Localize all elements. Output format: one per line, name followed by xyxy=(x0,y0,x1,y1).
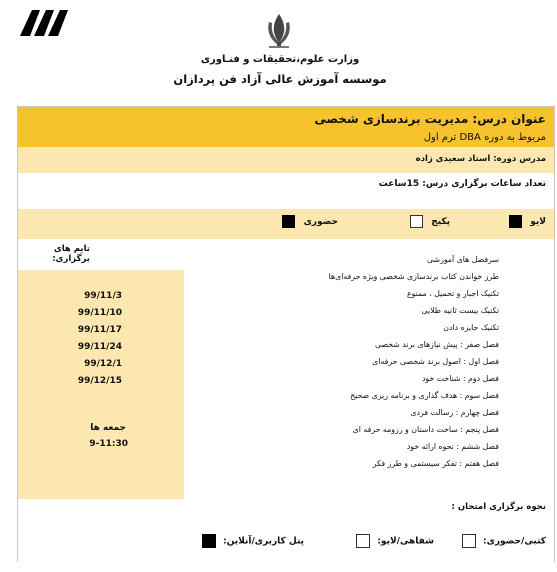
mode-live-label: لایو xyxy=(530,217,546,227)
course-subtitle: مربوط به دوره DBA ترم اول xyxy=(423,132,546,143)
delivery-mode-row xyxy=(18,209,554,239)
hours-label: تعداد ساعات برگزاری درس: 15ساعت xyxy=(378,179,546,189)
schedule-heading-cell xyxy=(18,239,184,270)
hours-row xyxy=(18,173,554,209)
exam-written[interactable] xyxy=(462,534,546,548)
mode-package[interactable] xyxy=(410,215,450,228)
syllabus-item: فصل پنجم : ساخت داستان و رزومه حرفه ای xyxy=(352,425,499,434)
instructor-label: مدرس دوره: استاد سعیدی زاده xyxy=(415,154,546,164)
session-date: 99/11/3 xyxy=(84,291,122,301)
syllabus-item: فصل چهارم : رسالت فردی xyxy=(410,408,499,417)
mode-live[interactable] xyxy=(509,215,546,228)
exam-written-label: کتبی/حضوری: xyxy=(483,536,546,547)
instructor-row xyxy=(18,147,554,173)
session-time: 9-11:30 xyxy=(89,439,128,449)
exam-oral-label: شفاهی/لایو: xyxy=(377,536,434,547)
mode-package-label: پکیج xyxy=(431,217,450,227)
syllabus-item: فصل اول : اصول برند شخصی حرفه‌ای xyxy=(372,357,499,366)
syllabus-item: سرفصل های آموزشی xyxy=(427,255,499,264)
session-date: 99/12/1 xyxy=(84,359,122,369)
course-title: عنوان درس: مدیریت برندسازی شخصی xyxy=(314,112,546,126)
syllabus-panel xyxy=(184,239,554,499)
institute-logo-icon xyxy=(18,6,70,38)
institute-name: موسسه آموزش عالی آزاد فن پردازان xyxy=(173,72,387,86)
syllabus-item: فصل سوم : هدف گذاری و برنامه ریزی صحیح xyxy=(350,391,499,400)
syllabus-item: طرز خواندن کتاب برندسازی شخصی ویژه حرفه‌ای‌ها xyxy=(328,272,499,281)
syllabus-item: فصل دوم : شناخت خود xyxy=(421,374,499,383)
mode-in-person[interactable] xyxy=(282,215,338,228)
schedule-column xyxy=(18,239,184,499)
session-date: 99/11/10 xyxy=(77,308,122,318)
exam-options-row xyxy=(18,520,554,562)
syllabus-item: تکنیک جایزه دادن xyxy=(443,323,499,332)
session-date: 99/11/24 xyxy=(77,342,122,352)
title-band xyxy=(18,107,554,147)
syllabus-item: تکنیک اجبار و تحمیل ، ممنوع xyxy=(407,289,499,298)
checkbox-checked-icon[interactable] xyxy=(202,534,216,548)
checkbox-empty-icon[interactable] xyxy=(462,534,476,548)
exam-heading-row xyxy=(18,499,554,520)
syllabus-item: فصل ششم : نحوه ارائه خود xyxy=(406,442,499,451)
session-date: 99/12/15 xyxy=(77,376,122,386)
iran-emblem-icon xyxy=(265,12,293,50)
checkbox-checked-icon[interactable] xyxy=(509,215,522,228)
mode-in-person-label: حضوری xyxy=(303,217,338,227)
syllabus-item: تکنیک بیست ثانیه طلایی xyxy=(421,306,499,315)
exam-label: نحوه برگزاری امتحان : xyxy=(451,502,546,512)
checkbox-checked-icon[interactable] xyxy=(282,215,295,228)
course-sheet xyxy=(17,106,555,562)
session-day: جمعه ها xyxy=(90,423,126,433)
exam-online[interactable] xyxy=(202,534,304,548)
syllabus-item: فصل هفتم : تفکر سیستمی و طرز فکر xyxy=(372,459,499,468)
session-date: 99/11/17 xyxy=(77,325,122,335)
checkbox-empty-icon[interactable] xyxy=(410,215,423,228)
ministry-name: وزارت علوم،تحقیقات و فنـاوری xyxy=(200,54,360,65)
exam-online-label: پنل کاربری/آنلاین: xyxy=(223,536,304,547)
schedule-heading: تایم های برگزاری: xyxy=(52,244,90,264)
syllabus-item: فصل صفر : پیش نیازهای برند شخصی xyxy=(374,340,499,349)
exam-oral[interactable] xyxy=(356,534,434,548)
checkbox-empty-icon[interactable] xyxy=(356,534,370,548)
